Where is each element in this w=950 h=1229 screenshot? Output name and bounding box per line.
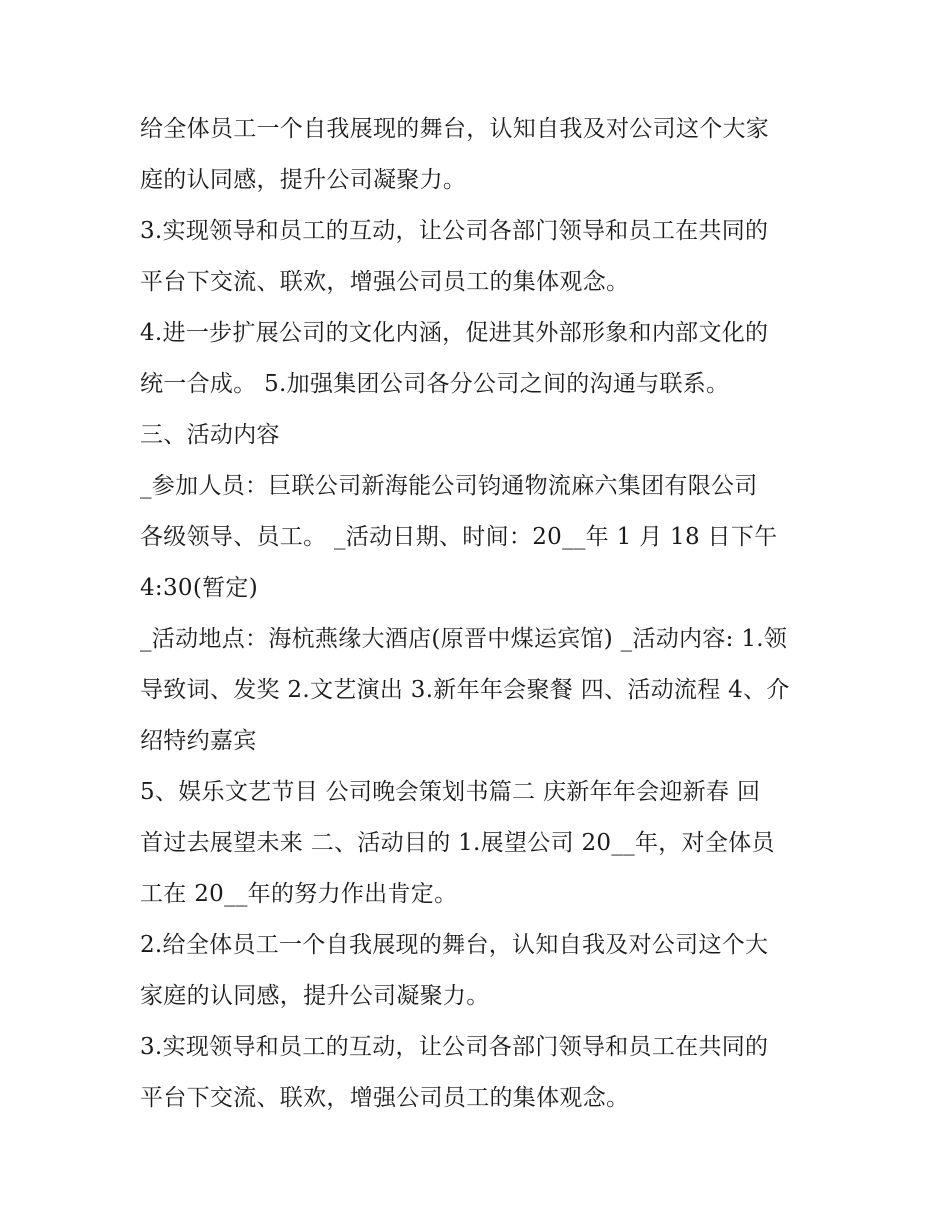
document-body xyxy=(140,104,820,1124)
text-line-13: 绍特约嘉宾 xyxy=(140,728,257,754)
text-line-5: 4.进一步扩展公司的文化内涵，促进其外部形象和内部文化的 xyxy=(140,320,769,346)
text-line-17: 2.给全体员工一个自我展现的舞台，认知自我及对公司这个大 xyxy=(140,932,769,958)
text-line-1: 给全体员工一个自我展现的舞台，认知自我及对公司这个大家 xyxy=(140,116,770,142)
text-line-12: 导致词、发奖 2.文艺演出 3.新年年会聚餐 四、活动流程 4、介 xyxy=(140,677,790,703)
text-line-15: 首过去展望未来 二、活动目的 1.展望公司 20__年，对全体员 xyxy=(140,830,775,856)
text-line-14: 5、娱乐文艺节目 公司晚会策划书篇二 庆新年年会迎新春 回 xyxy=(140,779,761,805)
text-line-3: 3.实现领导和员工的互动，让公司各部门领导和员工在共同的 xyxy=(140,218,769,244)
text-line-9: 各级领导、员工。 _活动日期、时间：20__年 1 月 18 日下午 xyxy=(140,524,778,550)
text-line-4: 平台下交流、联欢，增强公司员工的集体观念。 xyxy=(140,269,630,295)
text-line-2: 庭的认同感，提升公司凝聚力。 xyxy=(140,167,467,193)
text-line-10: 4:30(暂定) xyxy=(140,575,258,601)
text-line-6: 统一合成。 5.加强集团公司各分公司之间的沟通与联系。 xyxy=(140,371,730,397)
text-line-20: 平台下交流、联欢，增强公司员工的集体观念。 xyxy=(140,1085,630,1111)
text-line-18: 家庭的认同感，提升公司凝聚力。 xyxy=(140,983,490,1009)
section-heading: 三、活动内容 xyxy=(140,422,280,448)
text-line-19: 3.实现领导和员工的互动，让公司各部门领导和员工在共同的 xyxy=(140,1034,769,1060)
text-line-11: _活动地点：海杭燕缘大酒店(原晋中煤运宾馆) _活动内容: 1.领 xyxy=(140,626,788,652)
text-line-16: 工在 20__年的努力作出肯定。 xyxy=(140,881,458,907)
text-line-8: _参加人员：巨联公司新海能公司钧通物流麻六集团有限公司 xyxy=(140,473,758,499)
